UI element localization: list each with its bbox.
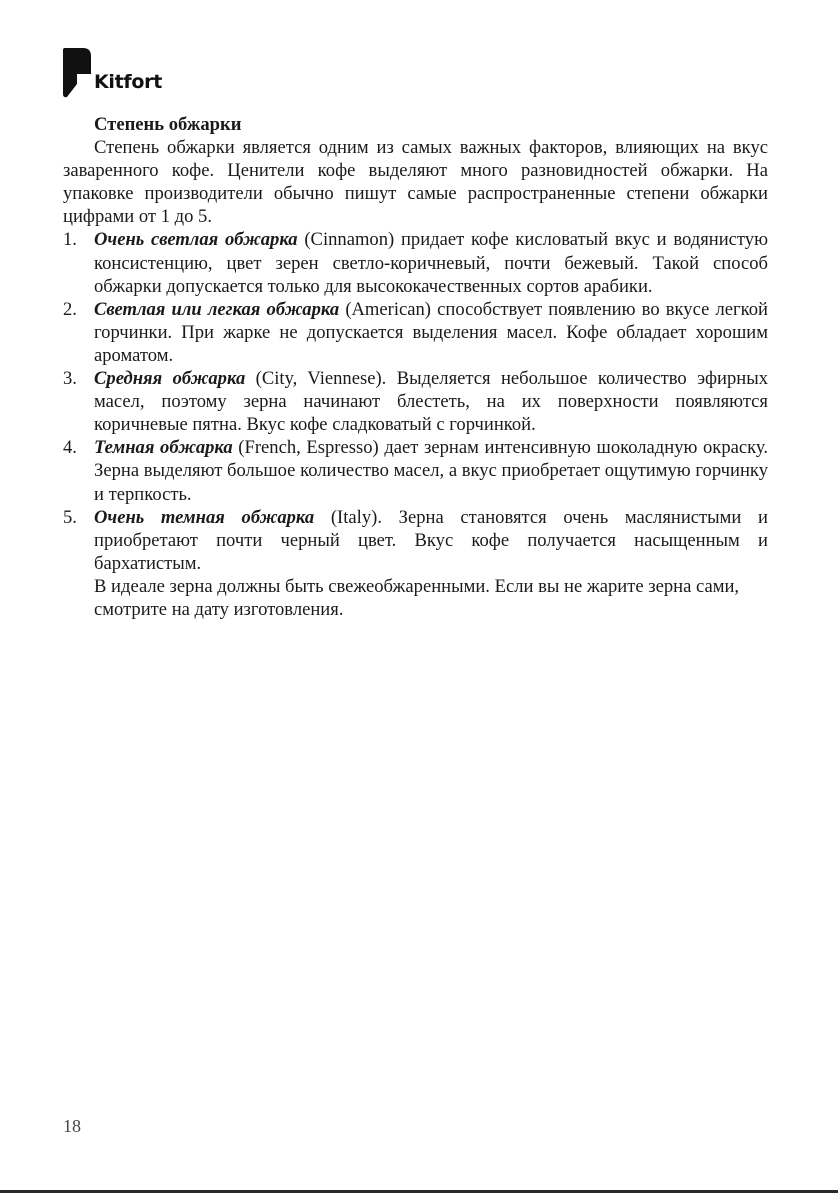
list-number: 4. — [63, 437, 77, 459]
brand-logo — [63, 48, 183, 100]
section-heading: Степень обжарки — [94, 114, 242, 135]
intro-paragraph: Степень обжарки является одним из самых важных факторов, влияющих на вкус заваренного кофе. Ценители кофе выделяют много разновидностей обжарки. На упаковке производители обычно пишут самые распространенные степени обжарки цифрами от 1 до 5. — [63, 137, 768, 228]
list-item — [63, 506, 768, 575]
list-item — [63, 436, 768, 505]
roast-description: (City, Viennese). Выделяется небольшое количество эфирных масел, поэтому зерна начинают блестеть, на их поверхности появляются коричневые пятна. Вкус кофе сладковатый с горчинкой. — [94, 368, 769, 436]
roast-term: Очень светлая обжарка — [94, 229, 298, 251]
list-item — [63, 228, 768, 297]
list-item — [63, 298, 768, 367]
roast-term: Темная обжарка — [94, 437, 233, 459]
page-number: 18 — [63, 1116, 81, 1136]
list-number: 5. — [63, 506, 77, 528]
closing-paragraph: В идеале зерна должны быть свежеобжаренными. Если вы не жарите зерна сами, смотрите на дату изготовления. — [94, 575, 740, 620]
page-content — [63, 113, 768, 621]
list-number: 1. — [63, 229, 77, 251]
roast-description: (American) способствует появлению во вкусе легкой горчинки. При жарке не допускается выделения масел. Кофе обладает хорошим ароматом. — [94, 298, 768, 366]
roast-description: (Italy). Зерна становятся очень маслянистыми и приобретают почти черный цвет. Вкус кофе получается насыщенным и бархатистым. — [94, 506, 768, 574]
roast-term: Очень темная обжарка — [94, 506, 315, 528]
list-number: 2. — [63, 298, 77, 320]
brand-name: Kitfort — [94, 71, 162, 93]
list-number: 3. — [63, 368, 77, 390]
roast-description: (Cinnamon) придает кофе кисловатый вкус и водянистую консистенцию, цвет зерен светло-коричневый, почти бежевый. Такой способ обжарки допускается только для высококачественных сортов арабики. — [94, 229, 768, 297]
roast-description: (French, Espresso) дает зернам интенсивную шоколадную окраску. Зерна выделяют большое количество масел, а вкус приобретает ощутимую горчинку и терпкость. — [94, 437, 768, 505]
roast-levels-list — [63, 228, 768, 574]
list-item — [63, 367, 768, 436]
kitfort-flag-icon — [63, 48, 91, 98]
roast-term: Средняя обжарка — [94, 368, 246, 390]
roast-term: Светлая или легкая обжарка — [94, 298, 340, 320]
